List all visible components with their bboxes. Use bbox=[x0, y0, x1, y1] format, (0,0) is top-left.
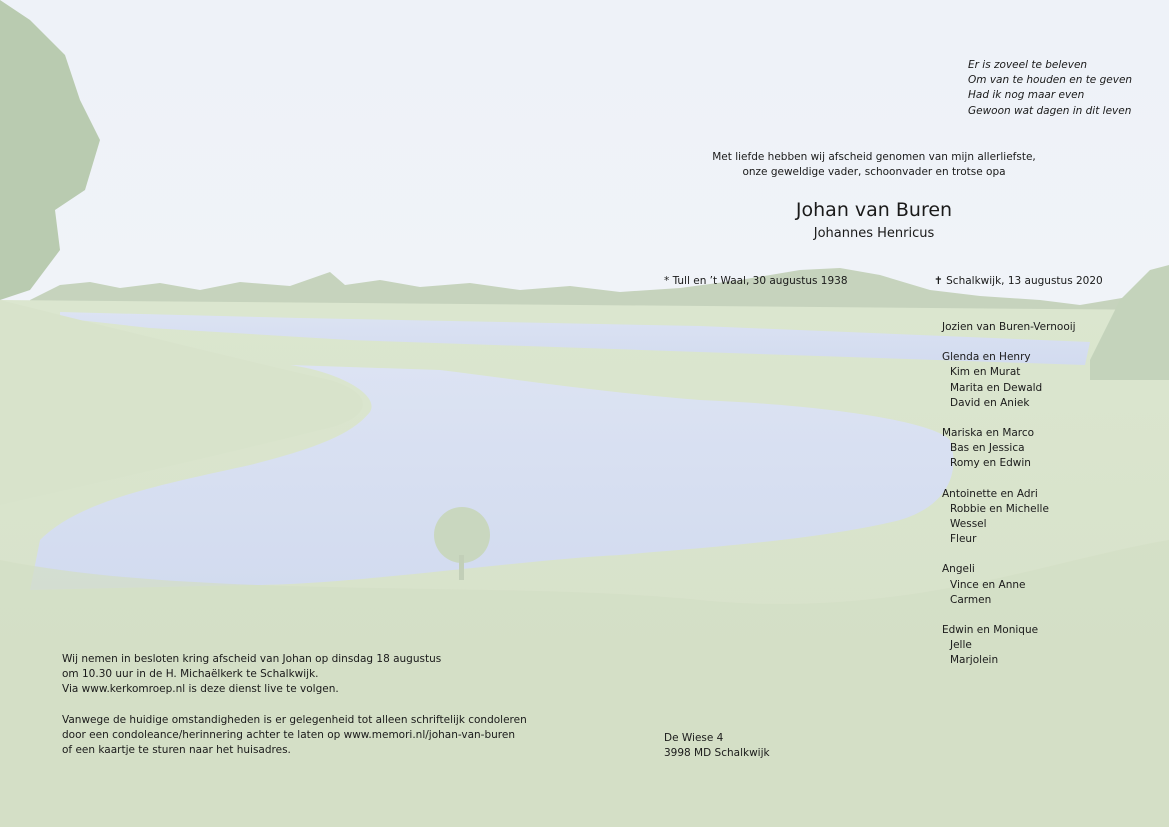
service-line: Wij nemen in besloten kring afscheid van Johan op dinsdag 18 augustus bbox=[62, 653, 442, 665]
poem-line: Gewoon wat dagen in dit leven bbox=[968, 104, 1132, 117]
family-member: Wessel bbox=[950, 518, 987, 531]
deceased-name: Johan van Buren bbox=[795, 199, 953, 221]
family-block bbox=[942, 320, 1076, 684]
family-member: David en Aniek bbox=[950, 396, 1030, 409]
family-member: Marjolein bbox=[950, 654, 999, 667]
poem-line: Om van te houden en te geven bbox=[968, 74, 1133, 87]
intro-line: Met liefde hebben wij afscheid genomen van mijn allerliefste, bbox=[712, 151, 1036, 163]
address-line: 3998 MD Schalkwijk bbox=[664, 747, 770, 760]
family-member: Robbie en Michelle bbox=[950, 502, 1049, 515]
family-group bbox=[942, 562, 1076, 608]
birth-date: * Tull en ’t Waal, 30 augustus 1938 bbox=[664, 275, 848, 287]
address-line: De Wiese 4 bbox=[664, 732, 724, 744]
intro-line: onze geweldige vader, schoonvader en trotse opa bbox=[742, 166, 1006, 179]
service-block bbox=[62, 652, 441, 698]
family-member: Carmen bbox=[950, 593, 992, 606]
family-member: Vince en Anne bbox=[950, 578, 1026, 591]
family-group-head: Mariska en Marco bbox=[942, 427, 1035, 440]
service-line: om 10.30 uur in de H. Michaëlkerk te Schalkwijk. bbox=[62, 668, 319, 681]
family-member: Marita en Dewald bbox=[950, 381, 1043, 394]
spouse: Jozien van Buren-Vernooij bbox=[942, 321, 1076, 333]
deceased-given-names: Johannes Henricus bbox=[813, 226, 935, 241]
family-group bbox=[942, 487, 1076, 548]
condolence-line: of een kaartje te sturen naar het huisadres. bbox=[62, 744, 291, 757]
condolence-block bbox=[62, 713, 527, 759]
condolence-line: Vanwege de huidige omstandigheden is er gelegenheid tot alleen schriftelijk condoleren bbox=[62, 714, 527, 726]
poem-line: Had ik nog maar even bbox=[968, 89, 1085, 102]
family-group-head: Glenda en Henry bbox=[942, 351, 1031, 364]
family-member: Romy en Edwin bbox=[950, 457, 1031, 470]
intro-block bbox=[674, 150, 1074, 180]
address-block bbox=[664, 731, 770, 761]
service-line: Via www.kerkomroep.nl is deze dienst live te volgen. bbox=[62, 683, 339, 696]
family-member: Kim en Murat bbox=[950, 366, 1021, 379]
family-group bbox=[942, 623, 1076, 669]
family-group-head: Antoinette en Adri bbox=[942, 487, 1038, 500]
family-group-head: Angeli bbox=[942, 563, 975, 576]
family-group bbox=[942, 350, 1076, 411]
family-member: Fleur bbox=[950, 533, 977, 546]
death-date: ✝ Schalkwijk, 13 augustus 2020 bbox=[934, 275, 1103, 287]
condolence-line: door een condoleance/herinnering achter te laten op www.memori.nl/johan-van-buren bbox=[62, 729, 515, 742]
family-group bbox=[942, 426, 1076, 472]
poem-block bbox=[968, 58, 1132, 119]
family-group-head: Edwin en Monique bbox=[942, 624, 1039, 637]
poem-line: Er is zoveel te beleven bbox=[968, 59, 1088, 71]
family-member: Bas en Jessica bbox=[950, 442, 1025, 455]
family-member: Jelle bbox=[950, 639, 972, 652]
